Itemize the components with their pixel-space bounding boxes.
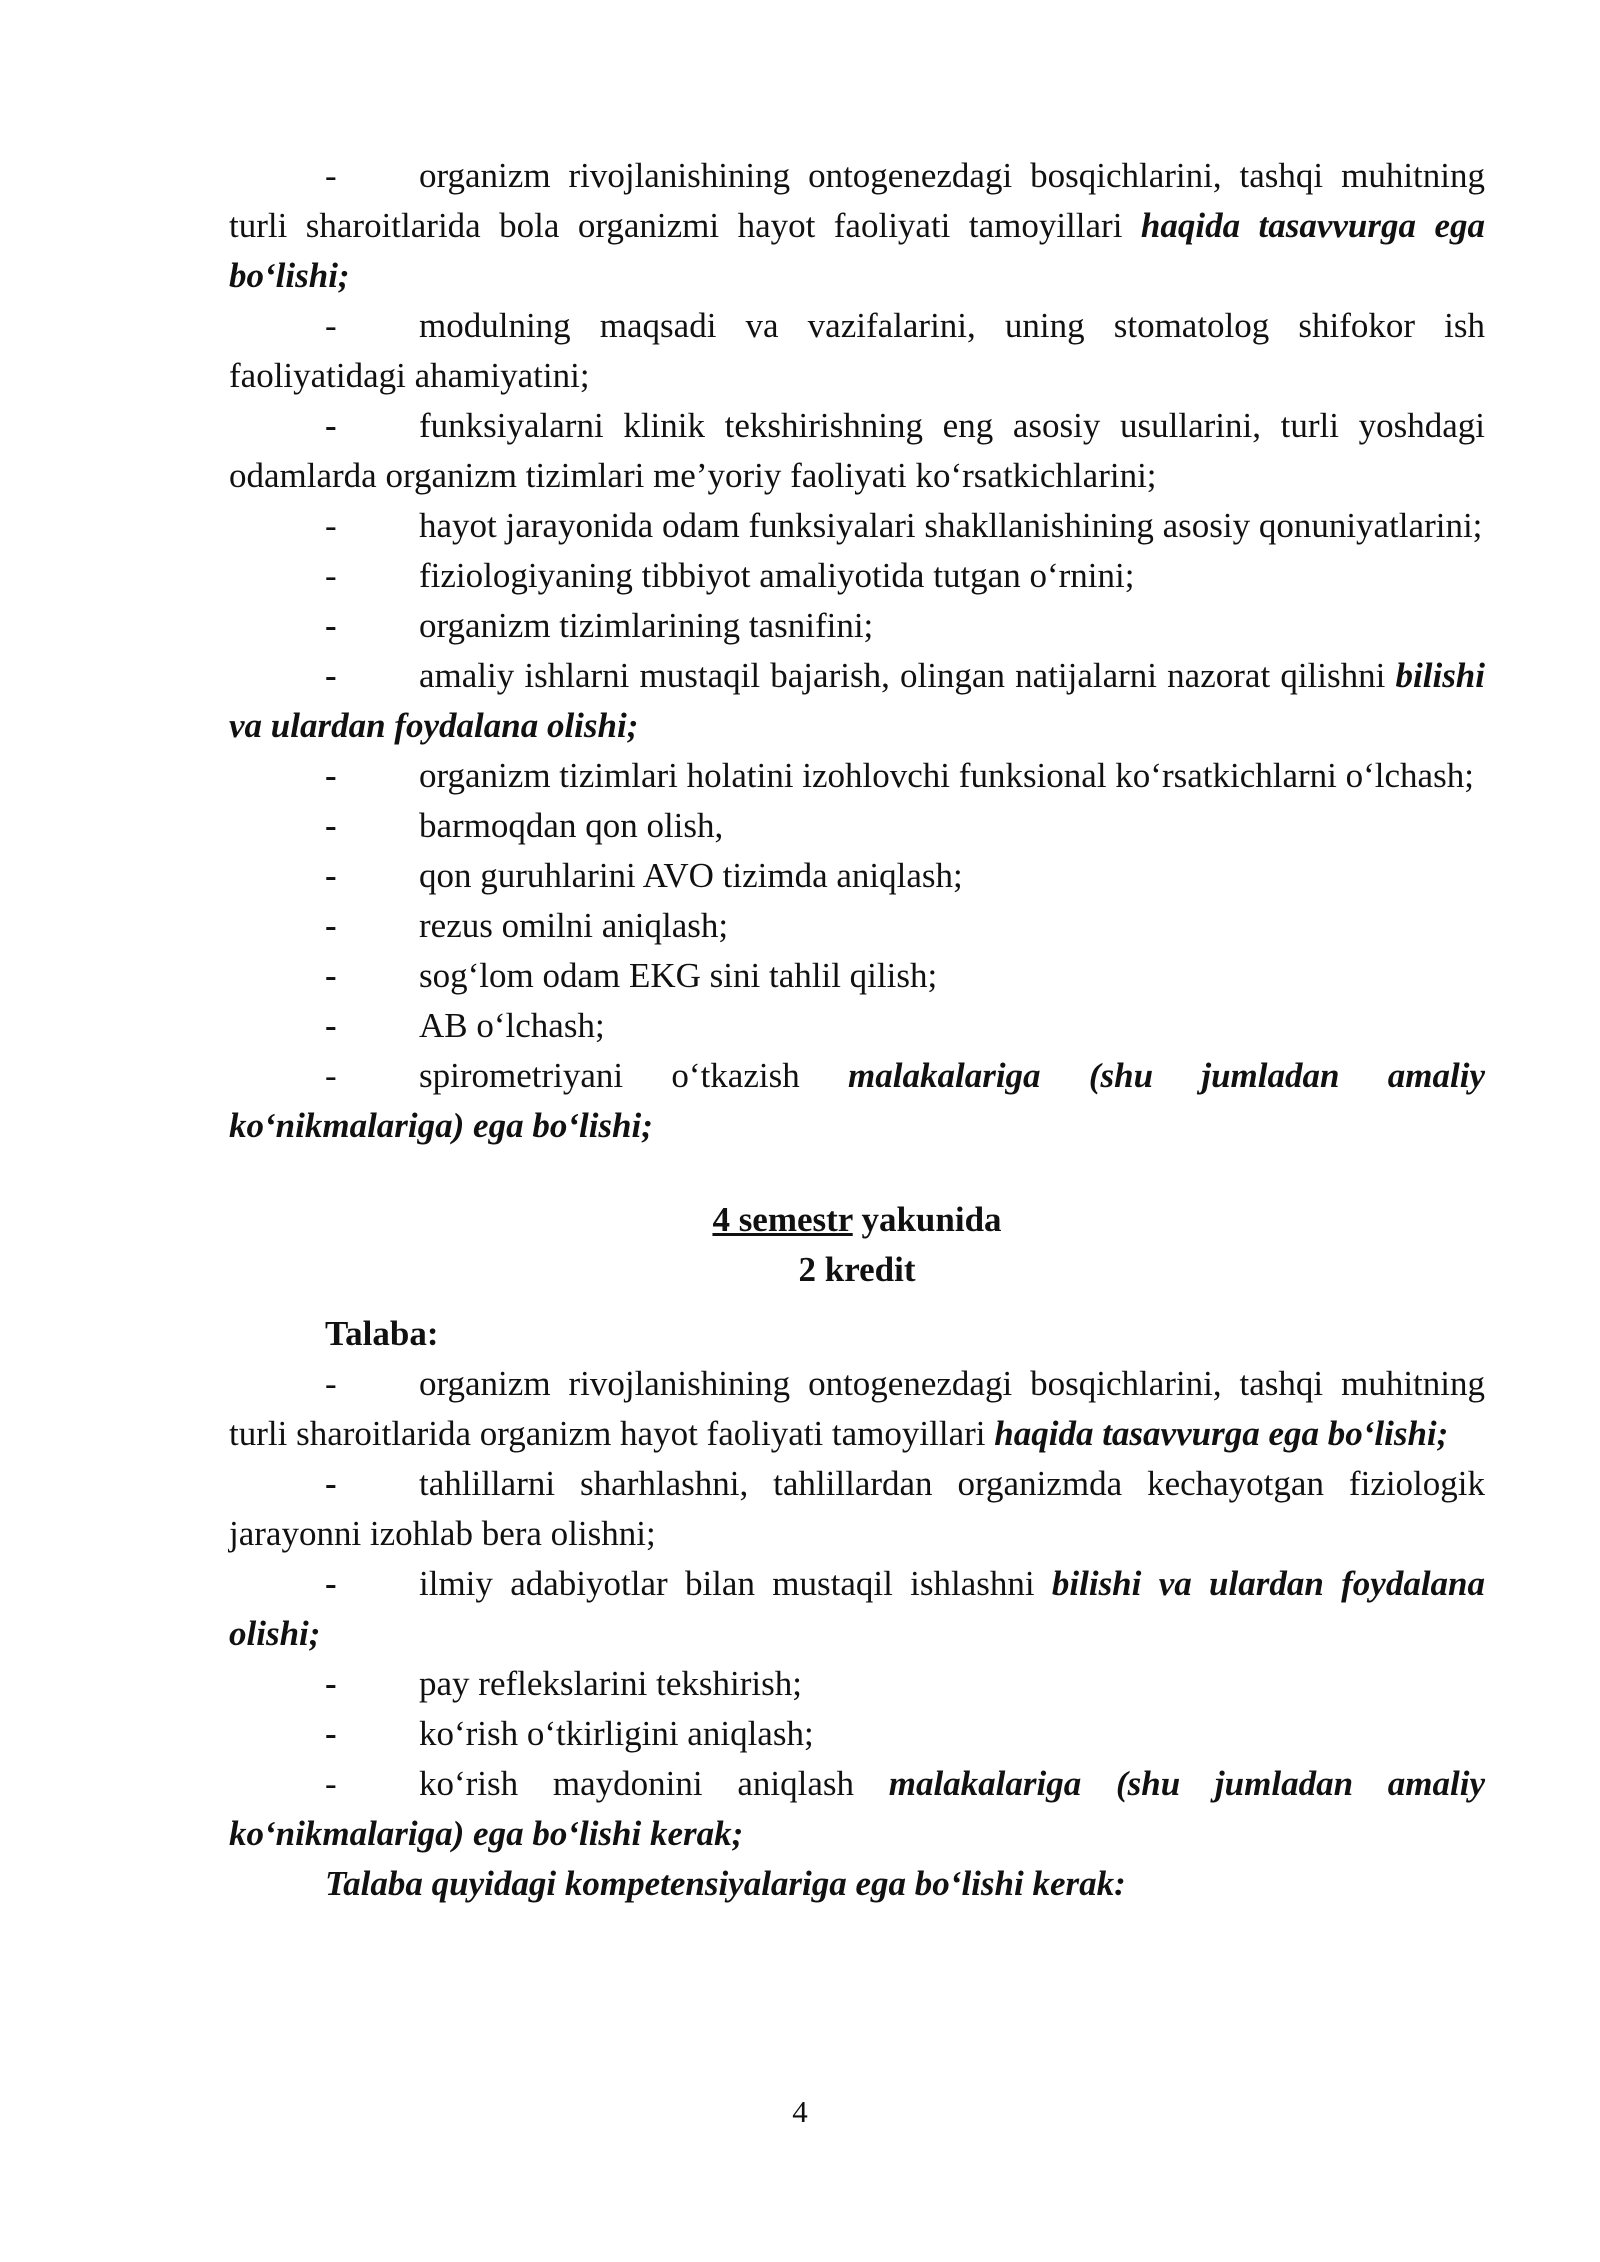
item-text: barmoqdan qon olish,: [419, 806, 724, 845]
item-text: organizm tizimlarining tasnifini;: [419, 606, 874, 645]
item-emphasis: haqida tasavvurga ega bo‘lishi;: [994, 1414, 1449, 1453]
dash-bullet: -: [325, 1006, 337, 1045]
student-label: Talaba:: [325, 1314, 439, 1353]
dash-bullet: -: [325, 856, 337, 895]
dash-bullet: -: [325, 756, 337, 795]
item-text: rezus omilni aniqlash;: [419, 906, 729, 945]
list-item: [229, 601, 1485, 651]
item-text: amaliy ishlarni mustaqil bajarish, olingan natijalarni nazorat qilishni: [419, 656, 1396, 695]
dash-bullet: -: [325, 156, 337, 195]
competencies-intro: Talaba quyidagi kompetensiyalariga ega bo‘lishi kerak:: [325, 1864, 1126, 1903]
dash-bullet: -: [325, 1764, 337, 1803]
item-text: ko‘rish maydonini aniqlash: [419, 1764, 889, 1803]
list-item: [229, 1559, 1485, 1659]
item-emphasis: haqida tasavvurga ega bo‘lishi;: [229, 206, 1485, 295]
semester-suffix: yakunida: [852, 1200, 1002, 1239]
page-number: 4: [792, 2094, 808, 2129]
list-item: [229, 851, 1485, 901]
dash-bullet: -: [325, 1664, 337, 1703]
item-text: pay reflekslarini tekshirish;: [419, 1664, 802, 1703]
item-text: qon guruhlarini AVO tizimda aniqlash;: [419, 856, 963, 895]
list-item: [229, 751, 1485, 801]
credit-heading: 2 kredit: [798, 1250, 916, 1289]
item-text: fiziologiyaning tibbiyot amaliyotida tutgan o‘rnini;: [419, 556, 1135, 595]
item-text: tahlillarni sharhlashni, tahlillardan organizmda kechayotgan fiziologik jarayonni izohlab bera olishni;: [229, 1464, 1485, 1553]
item-text: AB o‘lchash;: [419, 1006, 605, 1045]
item-text: organizm tizimlari holatini izohlovchi funksional ko‘rsatkichlarni o‘lchash;: [419, 756, 1474, 795]
item-text: organizm rivojlanishining ontogenezdagi bosqichlarini, tashqi muhitning turli sharoitlarida bola organizmi hayot faoliyati tamoyillari: [229, 156, 1485, 245]
list-item: [229, 1709, 1485, 1759]
item-text: ilmiy adabiyotlar bilan mustaqil ishlashni: [419, 1564, 1052, 1603]
dash-bullet: -: [325, 606, 337, 645]
list-item: [229, 801, 1485, 851]
outcomes-list-1: [229, 151, 1485, 1151]
list-item: [229, 651, 1485, 751]
list-item: [229, 1759, 1485, 1859]
item-text: modulning maqsadi va vazifalarini, uning stomatolog shifokor ish faoliyatidagi ahamiyatini;: [229, 306, 1485, 395]
dash-bullet: -: [325, 506, 337, 545]
dash-bullet: -: [325, 806, 337, 845]
dash-bullet: -: [325, 306, 337, 345]
item-emphasis: bilishi va ulardan foydalana olishi;: [229, 1564, 1486, 1653]
list-item: [229, 151, 1485, 301]
item-emphasis: malakalariga (shu jumladan amaliy ko‘nikmalariga) ega bo‘lishi;: [229, 1056, 1485, 1145]
dash-bullet: -: [325, 556, 337, 595]
page-content: [229, 151, 1485, 1909]
dash-bullet: -: [325, 1364, 337, 1403]
list-item: [229, 401, 1485, 501]
item-text: sog‘lom odam EKG sini tahlil qilish;: [419, 956, 938, 995]
list-item: [229, 951, 1485, 1001]
dash-bullet: -: [325, 1056, 337, 1095]
outcomes-list-2: [229, 1359, 1485, 1859]
list-item: [229, 301, 1485, 401]
dash-bullet: -: [325, 1464, 337, 1503]
item-text: funksiyalarni klinik tekshirishning eng asosiy usullarini, turli yoshdagi odamlarda organizm tizimlari me’yoriy faoliyati ko‘rsatkichlarini;: [229, 406, 1485, 495]
dash-bullet: -: [325, 656, 337, 695]
dash-bullet: -: [325, 406, 337, 445]
list-item: [229, 1459, 1485, 1559]
dash-bullet: -: [325, 956, 337, 995]
dash-bullet: -: [325, 906, 337, 945]
item-text: hayot jarayonida odam funksiyalari shakllanishining asosiy qonuniyatlarini;: [419, 506, 1483, 545]
dash-bullet: -: [325, 1564, 337, 1603]
item-text: organizm rivojlanishining ontogenezdagi bosqichlarini, tashqi muhitning turli sharoitlarida organizm hayot faoliyati tamoyillari: [229, 1364, 1485, 1453]
spacer: [229, 1151, 1485, 1195]
list-item: [229, 901, 1485, 951]
semester-label: 4 semestr: [712, 1200, 853, 1239]
list-item: [229, 1659, 1485, 1709]
dash-bullet: -: [325, 1714, 337, 1753]
item-emphasis: bilishi va ulardan foydalana olishi;: [229, 656, 1485, 745]
semester-heading: [229, 1195, 1485, 1245]
item-text: spirometriyani o‘tkazish: [419, 1056, 849, 1095]
list-item: [229, 501, 1485, 551]
item-text: ko‘rish o‘tkirligini aniqlash;: [419, 1714, 814, 1753]
list-item: [229, 1001, 1485, 1051]
list-item: [229, 1051, 1485, 1151]
list-item: [229, 1359, 1485, 1459]
item-emphasis: malakalariga (shu jumladan amaliy ko‘nikmalariga) ega bo‘lishi kerak;: [229, 1764, 1485, 1853]
list-item: [229, 551, 1485, 601]
